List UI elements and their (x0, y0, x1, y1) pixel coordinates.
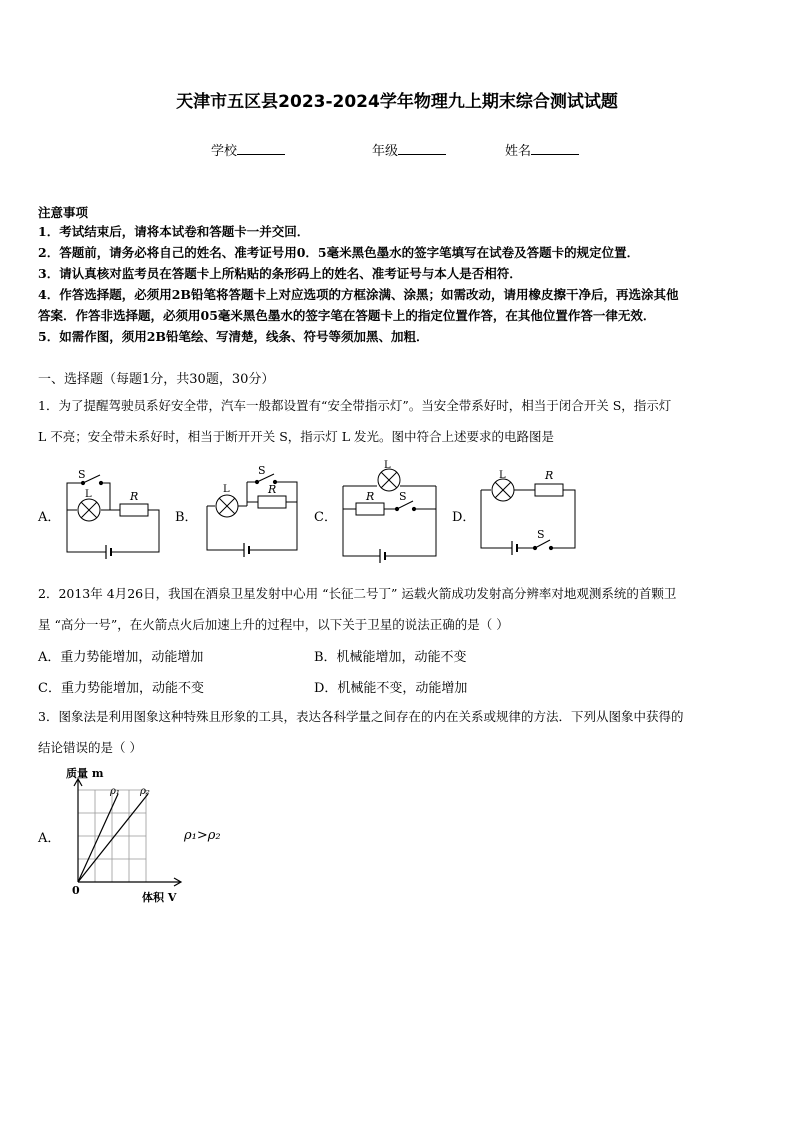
q2-option-b[interactable]: B．机械能增加，动能不变 (314, 650, 467, 665)
circuit-b-resistor-label: R (268, 483, 277, 496)
school-blank[interactable] (237, 142, 285, 155)
q1-option-c[interactable]: C． (314, 510, 337, 525)
section-heading: 一、选择题（每题1分，共30题，30分） (38, 372, 275, 387)
q2-line2: 星 “高分一号”，在火箭点火后加速上升的过程中，以下关于卫星的说法正确的是（ ） (38, 617, 509, 632)
circuit-d-lamp-label: L (499, 470, 506, 481)
circuit-a-resistor-label: R (130, 490, 139, 503)
note-item: 1．考试结束后，请将本试卷和答题卡一并交回． (38, 224, 310, 239)
circuit-diagram-c (336, 458, 440, 564)
q2-option-d[interactable]: D．机械能不变，动能增加 (314, 681, 468, 696)
notes-list (38, 221, 758, 347)
circuit-a-switch-label: S (78, 468, 86, 481)
circuit-b-switch-label: S (258, 464, 266, 477)
graph-ylabel: 质量 m (66, 767, 104, 780)
q3-conclusion: ρ₁>ρ₂ (184, 828, 221, 843)
circuit-c-switch-label: S (399, 490, 407, 503)
note-item: 5．如需作图，须用2B铅笔绘、写清楚，线条、符号等须加黑、加粗． (38, 329, 429, 344)
graph-xlabel: 体积 V (142, 891, 177, 904)
q2-option-a[interactable]: A．重力势能增加，动能增加 (38, 650, 204, 665)
q3-line1: 3．图象法是利用图象这种特殊且形象的工具，表达各科学量之间存在的内在关系或规律的方法．下列从图象中获得的 (38, 709, 684, 724)
notes-heading: 注意事项 (38, 205, 89, 220)
q1-option-b[interactable]: B． (175, 510, 198, 525)
q2-line1: 2．2013年 4月26日，我国在酒泉卫星发射中心用 “长征二号丁” 运载火箭成功发射高分辨率对地观测系统的首颗卫 (38, 586, 677, 601)
circuit-c-resistor-label: R (366, 490, 375, 503)
name-field (505, 140, 579, 159)
note-item: 4．作答选择题，必须用2B铅笔将答题卡上对应选项的方框涂满、涂黑；如需改动，请用橡皮擦干净后，再选涂其他 (38, 287, 679, 302)
circuit-b-lamp-label: L (223, 484, 230, 495)
note-item: 2．答题前，请务必将自己的姓名、准考证号用0．5毫米黑色墨水的签字笔填写在试卷及答题卡的规定位置． (38, 245, 640, 260)
rho2-line (78, 794, 148, 882)
q1-option-a[interactable]: A． (38, 510, 61, 525)
circuit-d-resistor-label: R (545, 469, 554, 482)
school-field (211, 140, 285, 159)
circuit-d-switch-label: S (537, 528, 545, 541)
q3-option-a[interactable]: A． (38, 831, 61, 846)
q2-option-c[interactable]: C．重力势能增加，动能不变 (38, 681, 204, 696)
density-graph (60, 764, 190, 906)
q1-line1: 1．为了提醒驾驶员系好安全带，汽车一般都设置有“安全带指示灯”。当安全带系好时，相当于闭合开关 S，指示灯 (38, 398, 672, 413)
circuit-diagram-a (60, 466, 166, 560)
grade-blank[interactable] (398, 142, 446, 155)
q1-option-d[interactable]: D． (452, 510, 476, 525)
circuit-a-lamp-label: L (85, 489, 92, 500)
circuit-c-lamp-label: L (384, 460, 391, 471)
graph-rho2-label: ρ₂ (140, 786, 150, 797)
graph-origin: 0 (72, 884, 80, 897)
name-blank[interactable] (531, 142, 579, 155)
circuit-diagram-d (474, 466, 580, 556)
name-label: 姓名 (505, 144, 532, 159)
grade-label: 年级 (372, 144, 399, 159)
circuit-diagram-b (200, 462, 302, 558)
school-label: 学校 (211, 144, 238, 159)
note-item: 答案．作答非选择题，必须用05毫米黑色墨水的签字笔在答题卡上的指定位置作答，在其他位置作答一律无效． (38, 308, 656, 323)
q3-line2: 结论错误的是（ ） (38, 740, 142, 755)
page-title: 天津市五区县2023-2024学年物理九上期末综合测试试题 (176, 92, 618, 112)
graph-rho1-label: ρ₁ (110, 786, 120, 797)
grade-field (372, 140, 446, 159)
q1-line2: L 不亮；安全带未系好时，相当于断开开关 S，指示灯 L 发光。图中符合上述要求的电路图是 (38, 429, 555, 444)
note-item: 3．请认真核对监考员在答题卡上所粘贴的条形码上的姓名、准考证号与本人是否相符． (38, 266, 522, 281)
